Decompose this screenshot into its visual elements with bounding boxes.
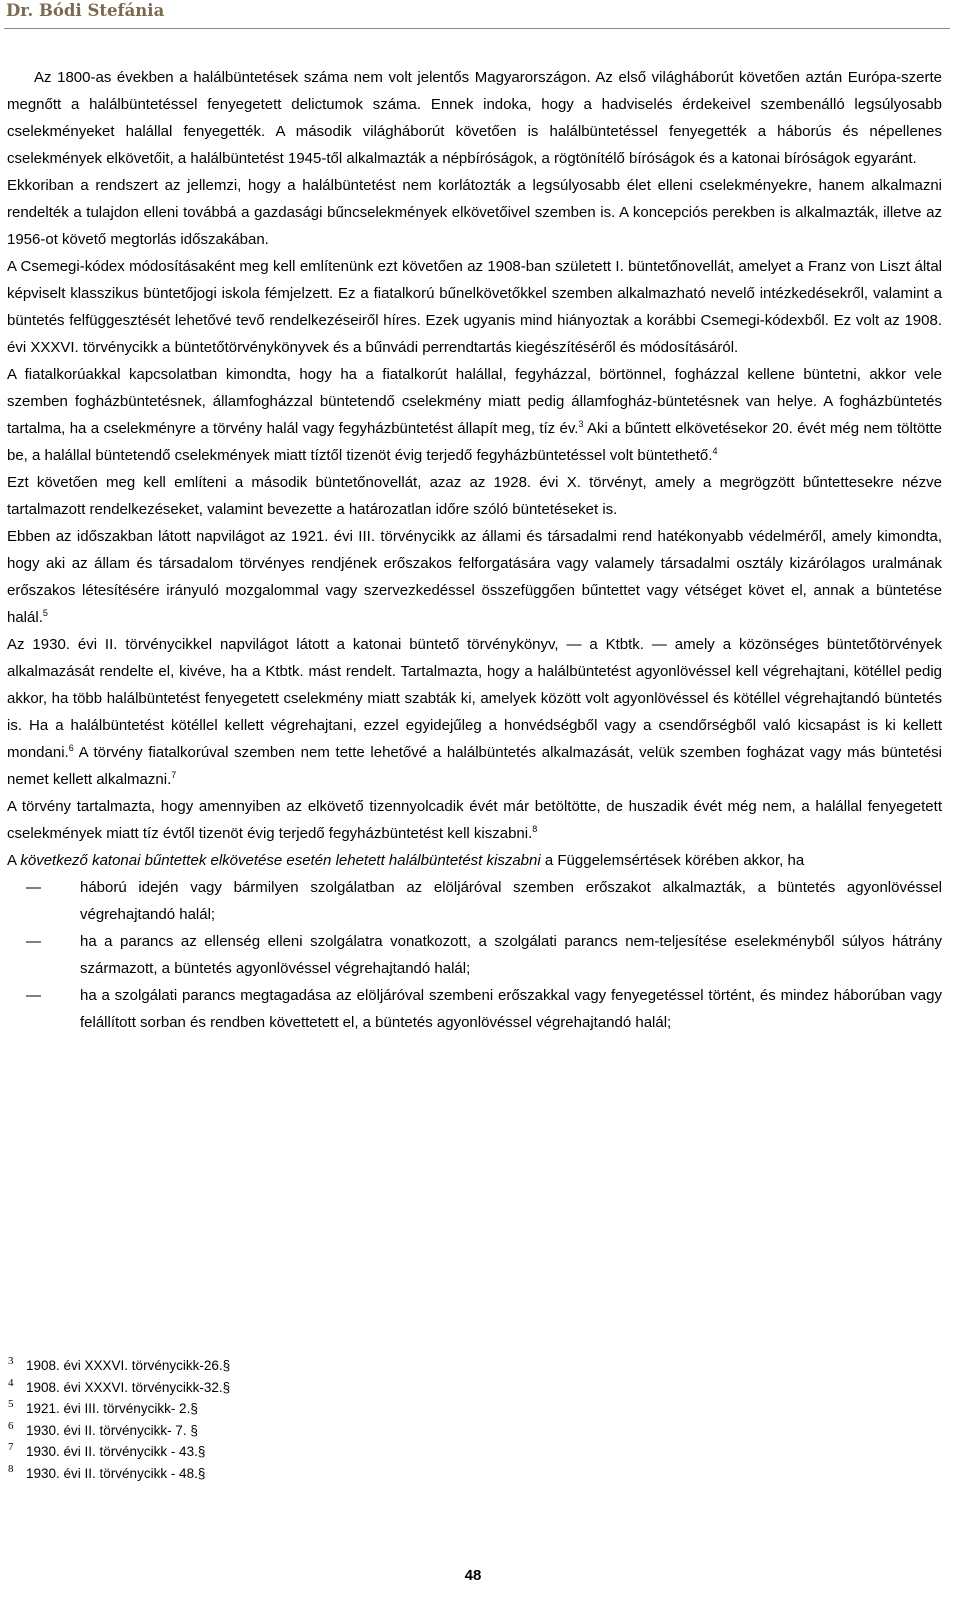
footnote-number: 8 (8, 1462, 14, 1475)
footnote-reference[interactable]: 5 (42, 608, 48, 618)
footnote-reference[interactable]: 3 (578, 419, 584, 429)
paragraph-text: a Függelemsértések körében akkor, ha (540, 852, 805, 869)
footnote-text: 1930. évi II. törvénycikk - 43.§ (26, 1444, 206, 1459)
paragraph (7, 361, 942, 469)
paragraph (7, 631, 942, 793)
list-item (7, 982, 942, 1036)
page-number: 48 (464, 1567, 482, 1584)
footnote-number: 5 (8, 1398, 14, 1410)
dash-bullet: — (26, 879, 41, 896)
list-item-text: ha a parancs az ellenség elleni szolgálatra vonatkozott, a szolgálati parancs nem-teljesítése eselekményből súlyos hátrány származott, a büntetés agyonlövéssel végrehajtandó halál; (80, 933, 942, 977)
footnote-text: 1930. évi II. törvénycikk - 48.§ (26, 1465, 206, 1481)
footnote (8, 1462, 408, 1488)
condition-list (7, 874, 942, 1036)
paragraph (7, 847, 942, 874)
footnote-text: 1908. évi XXXVI. törvénycikk-32.§ (26, 1379, 231, 1395)
footnote-reference[interactable]: 6 (68, 743, 74, 753)
footnote-reference[interactable]: 7 (171, 770, 177, 780)
list-item-text: háború idején vagy bármilyen szolgálatban az elöljáróval szemben erőszakot alkalmazták, a büntetés agyonlövéssel végrehajtandó halál; (80, 879, 942, 923)
dash-bullet: — (26, 933, 41, 950)
header-divider (4, 28, 950, 29)
paragraph-text: A törvény fiatalkorúval szemben nem tette lehetővé a halálbüntetés alkalmazását, velük szemben fogházat vagy más büntetési nemet kellett alkalmazni. (7, 744, 942, 788)
paragraph-text: A törvény tartalmazta, hogy amennyiben az elkövető tizennyolcadik évét már betöltötte, de huszadik évét még nem, a halállal fenyegetett cselekmények miatt tíz évtől tizenöt évig terjedő fegyházbüntetést kell kiszabni. (7, 798, 942, 842)
dash-bullet: — (26, 987, 41, 1004)
footnote-text: 1908. évi XXXVI. törvénycikk-26.§ (26, 1358, 231, 1373)
body-text (7, 64, 942, 1036)
paragraph-text: A fiatalkorúakkal kapcsolatban kimondta, hogy ha a fiatalkorút halállal, fegyházzal, börtönnel, fogházzal kellene büntetni, akkor vele szemben fogházbüntetésnek, államfogházzal büntetendő cselekmény miatt pedig államfogház-büntetésnek van helye. A fogházbüntetés tartalma, ha a cselekményre a törvény halál vagy fegyházbüntetést állapít meg, tíz év. (7, 366, 942, 437)
footnotes (8, 1355, 408, 1487)
author-header: Dr. Bódi Stefánia (6, 1, 165, 20)
italic-phrase: következő katonai bűntettek elkövetése esetén lehetett halálbüntetést kiszabni (20, 852, 541, 869)
paragraph: Az 1800-as években a halálbüntetések száma nem volt jelentős Magyarországon. Az első világháborút követően aztán Európa-szerte megnőtt a halálbüntetéssel fenyegetett delictumok száma. Ennek indoka, hogy a hadviselés érdekeivel szembenálló legsúlyosabb cselekményeket halállal fenyegették. A második világháborút követően is halálbüntetéssel fenyegették a háborús és népellenes cselekmények elkövetőit, a halálbüntetést 1945-től alkalmazták a népbíróságok, a rögtönítélő bíróságok és a katonai bíróságok egyaránt. (7, 69, 942, 167)
footnote-reference[interactable]: 4 (712, 446, 718, 456)
footnote-number: 7 (8, 1441, 14, 1453)
footnote-text: 1921. évi III. törvénycikk- 2.§ (26, 1401, 198, 1416)
footnote-number: 6 (8, 1419, 14, 1432)
footnote-number: 4 (8, 1376, 14, 1389)
footnote (8, 1419, 408, 1445)
footnote-number: 3 (8, 1355, 14, 1367)
paragraph (7, 793, 942, 847)
paragraph-text: Az 1930. évi II. törvénycikkel napvilágot látott a katonai büntető törvénykönyv, — a Ktbtk. — amely a közönséges büntetőtörvények alkalmazását rendelte el, kivéve, ha a Ktbtk. mást rendelt. Tartalmazta, hogy a halálbüntetést agyonlövéssel kell végrehajtani, kötéllel pedig akkor, ha több halálbüntetést fenyegetett cselekmény miatt szabták ki, amelyek között volt agyonlövéssel és kötéllel végrehajtandó büntetés is. Ha a halálbüntetést kötéllel kellett végrehajtani, ezzel egyidejűleg a honvédségből vagy a csendőrségből való kicsapást is ki kellett mondani. (7, 636, 942, 761)
page-header (4, 0, 950, 30)
footnote (8, 1376, 408, 1402)
paragraph: Ekkoriban a rendszert az jellemzi, hogy a halálbüntetést nem korlátozták a legsúlyosabb élet elleni cselekményekre, hanem alkalmazni rendelték a tulajdon elleni továbbá a gazdasági bűncselekmények elkövetőivel szemben is. A koncepciós perekben is alkalmazták, illetve az 1956-ot követő megtorlás időszakában. (7, 177, 942, 248)
footnote-reference[interactable]: 8 (532, 824, 538, 834)
paragraph-text: Ebben az időszakban látott napvilágot az 1921. évi III. törvénycikk az állami és társadalmi rend hatékonyabb védelméről, amely kimondta, hogy aki az állam és társadalom törvényes rendjének erőszakos felforgatására vagy valamely társadalmi osztály kizárólagos uralmának erőszakos létesítésére irányuló mozgalommal vagy szervezkedéssel összefüggően bűntettet vagy vétséget követ el, annak a büntetése halál. (7, 528, 942, 626)
paragraph-text: Aki a bűntett elkövetésekor 20. évét még nem töltötte be, a halállal büntetendő cselekmények miatt tíztől tizenöt évig terjedő fegyházbüntetéssel volt büntethető. (7, 420, 943, 464)
paragraph (7, 523, 942, 631)
list-item-text: ha a szolgálati parancs megtagadása az elöljáróval szembeni erőszakkal vagy fenyegetéssel történt, és mindez háborúban vagy felállított sorban és rendben követtetett el, a büntetés agyonlövéssel végrehajtandó halál; (80, 987, 942, 1031)
paragraph: Ezt követően meg kell említeni a második büntetőnovellát, azaz az 1928. évi X. törvényt, amely a megrögzött bűntettesekre nézve tartalmazott rendelkezéseket, valamint bevezette a határozatlan időre szóló büntetéseket is. (7, 474, 942, 518)
footnote (8, 1441, 408, 1466)
footnote (8, 1398, 408, 1423)
paragraph: A Csemegi-kódex módosításaként meg kell említenünk ezt követően az 1908-ban született I. büntetőnovellát, amelyet a Franz von Liszt által képviselt klasszikus büntetőjogi iskola fémjelzett. Ez a fiatalkorú bűnelkövetőkkel szemben alkalmazható nevelő intézkedésekről, valamint a büntetés felfüggesztését lehetővé tevő rendelkezéseiről híres. Ezek ugyanis mind hiányoztak a korábbi Csemegi-kódexből. Ez volt az 1908. évi XXXVI. törvénycikk a büntetőtörvénykönyvek és a bűnvádi perrendtartás kiegészítéséről és módosításáról. (7, 258, 942, 356)
paragraph-text: A (7, 852, 21, 869)
list-item (7, 874, 942, 928)
footnote-text: 1930. évi II. törvénycikk- 7. § (26, 1422, 198, 1438)
footnote (8, 1355, 408, 1380)
list-item (7, 928, 942, 982)
